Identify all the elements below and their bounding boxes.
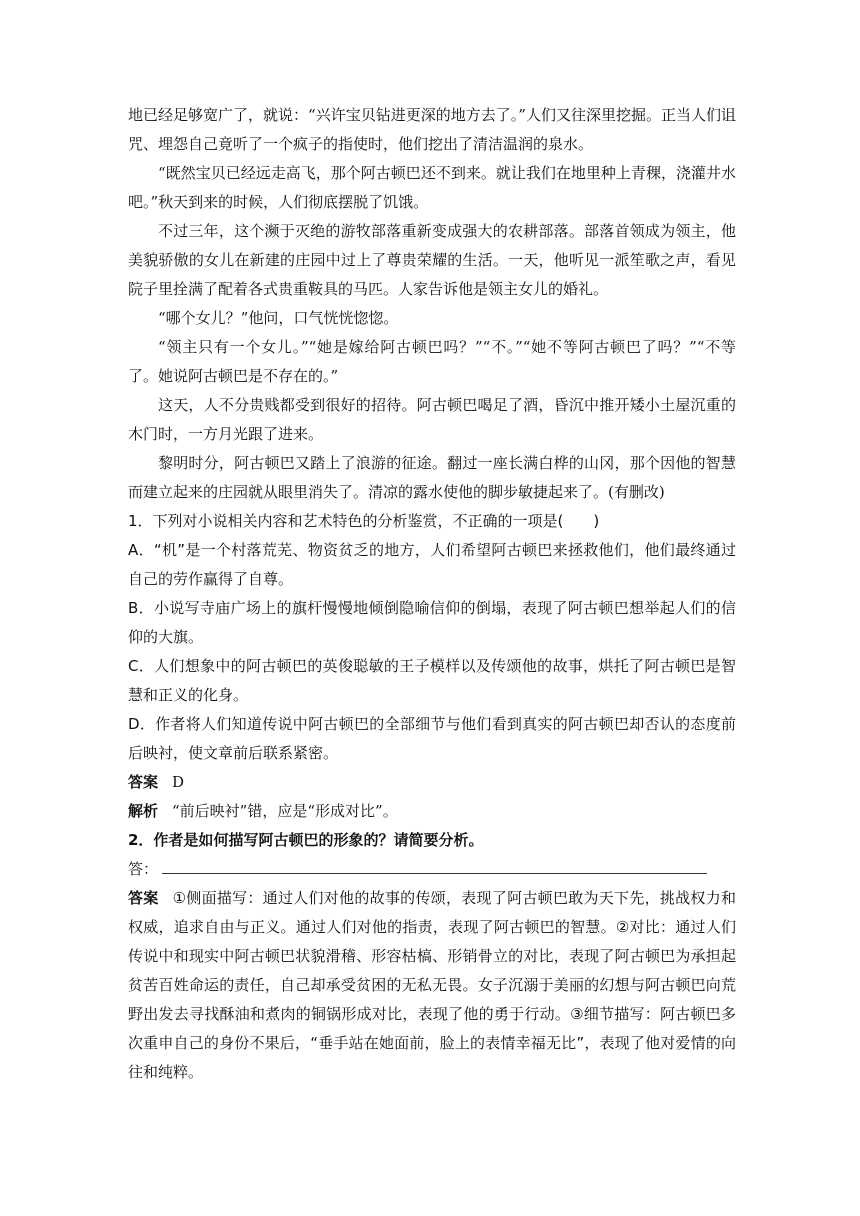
story-paragraph: 地已经足够宽广了，就说：“兴许宝贝钻进更深的地方去了。”人们又往深里挖掘。正当人们诅咒、埋怨自己竟听了一个疯子的指使时，他们挖出了清洁温润的泉水。 [128, 106, 736, 153]
answer-value: D [172, 773, 185, 791]
analysis-text: “前后映衬”错，应是“形成对比”。 [172, 802, 398, 820]
answer-label: 答案 [128, 773, 159, 791]
question-1-option-d: D．作者将人们知道传说中阿古顿巴的全部细节与他们看到真实的阿古顿巴却否认的态度前后映衬，使文章前后联系紧密。 [128, 715, 736, 762]
answer-blank [162, 858, 707, 874]
question-2-answer-line [128, 855, 736, 884]
question-2-answer [128, 884, 736, 1087]
question-1-option-b: B．小说写寺庙广场上的旗杆慢慢地倾倒隐喻信仰的倒塌，表现了阿古顿巴想举起人们的信仰的大旗。 [128, 599, 736, 646]
answer-label: 答案 [128, 889, 159, 907]
story-paragraph: “既然宝贝已经远走高飞，那个阿古顿巴还不到来。就让我们在地里种上青稞，浇灌井水吧。”秋天到来的时候，人们彻底摆脱了饥饿。 [128, 164, 736, 211]
story-paragraph: 黎明时分，阿古顿巴又踏上了浪游的征途。翻过一座长满白桦的山冈，那个因他的智慧而建立起来的庄园就从眼里消失了。清凉的露水使他的脚步敏捷起来了。(有删改) [128, 454, 736, 501]
story-paragraph: 这天，人不分贵贱都受到很好的招待。阿古顿巴喝足了酒，昏沉中推开矮小土屋沉重的木门时，一方月光跟了进来。 [128, 396, 736, 443]
story-paragraph: “领主只有一个女儿。”“她是嫁给阿古顿巴吗？”“不。”“她不等阿古顿巴了吗？”“不等了。她说阿古顿巴是不存在的。” [128, 338, 736, 385]
question-1-option-a: A．“机”是一个村落荒芜、物资贫乏的地方，人们希望阿古顿巴来拯救他们，他们最终通过自己的劳作赢得了自尊。 [128, 541, 736, 588]
question-1-analysis [128, 797, 736, 826]
question-1-answer [128, 768, 736, 797]
question-1-option-c: C．人们想象中的阿古顿巴的英俊聪敏的王子模样以及传颂他的故事，烘托了阿古顿巴是智慧和正义的化身。 [128, 657, 736, 704]
answer-text: ①侧面描写：通过人们对他的故事的传颂，表现了阿古顿巴敢为天下先，挑战权力和权威，追求自由与正义。通过人们对他的指责，表现了阿古顿巴的智慧。②对比：通过人们传说中和现实中阿古顿巴状貌滑稽、形容枯槁、形销骨立的对比，表现了阿古顿巴为承担起贫苦百姓命运的责任，自己却承受贫困的无私无畏。女子沉溺于美丽的幻想与阿古顿巴向荒野出发去寻找酥油和煮肉的铜锅形成对比，表现了他的勇于行动。③细节描写：阿古顿巴多次重申自己的身份不果后，“垂手站在她面前，脸上的表情幸福无比”，表现了他对爱情的向往和纯粹。 [128, 889, 736, 1081]
analysis-label: 解析 [128, 802, 159, 820]
question-1-stem: 1．下列对小说相关内容和艺术特色的分析鉴赏，不正确的一项是( ) [128, 512, 600, 530]
story-paragraph: “哪个女儿？”他问，口气恍恍惚惚。 [158, 309, 399, 327]
story-paragraph: 不过三年，这个濒于灭绝的游牧部落重新变成强大的农耕部落。部落首领成为领主，他美貌骄傲的女儿在新建的庄园中过上了尊贵荣耀的生活。一天，他听见一派笙歌之声，看见院子里拴满了配着各式贵重鞍具的马匹。人家告诉他是领主女儿的婚礼。 [128, 222, 736, 298]
question-2-stem: 2．作者是如何描写阿古顿巴的形象的？请简要分析。 [128, 831, 484, 849]
document-content [128, 101, 736, 1087]
answer-prompt: 答： [128, 860, 159, 878]
